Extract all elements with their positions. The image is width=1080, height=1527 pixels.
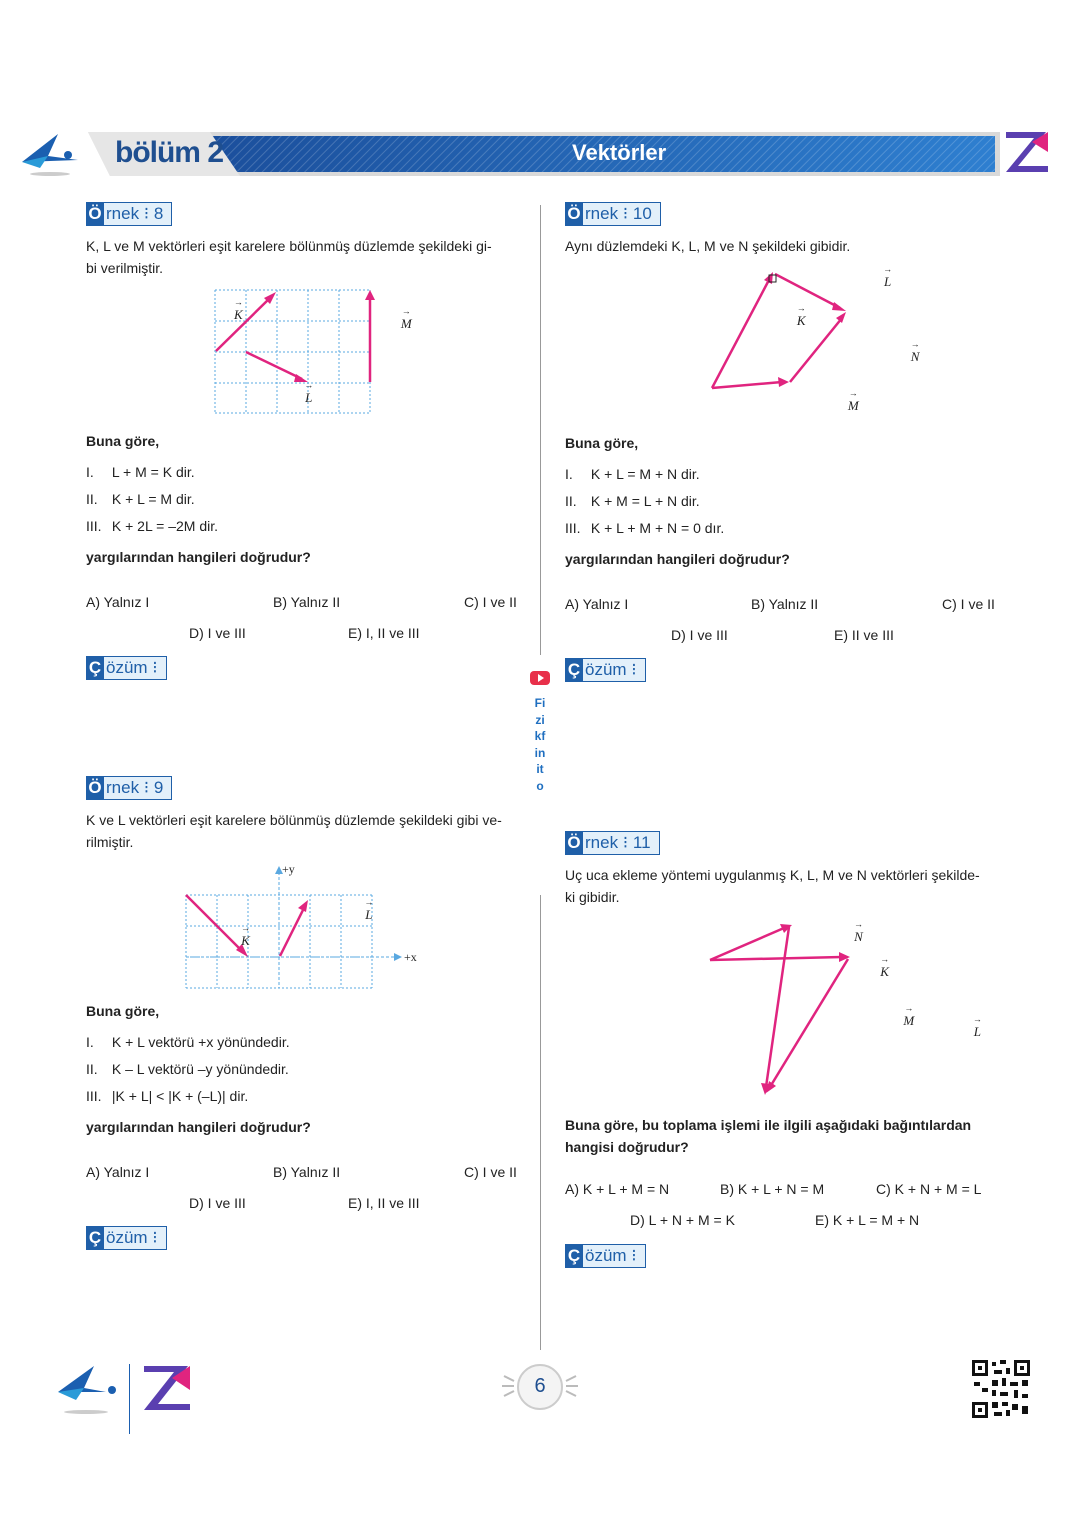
example-10-intro: Aynı düzlemdeki K, L, M ve N şekildeki gibidir. — [565, 238, 851, 254]
fig9-label-l: → L — [365, 907, 372, 923]
example-10-statement-2: II. K + M = L + N dir. — [565, 493, 700, 509]
logo-left-dot — [64, 151, 72, 159]
example-10-solution-badge[interactable]: Ç özüm ⁝ — [565, 658, 646, 682]
footer-z-logo-icon — [140, 1362, 196, 1419]
example-10-option-c[interactable]: C) I ve II — [942, 596, 995, 612]
example-8-statement-2: II. K + L = M dir. — [86, 491, 195, 507]
example-10-statement-1: I. K + L = M + N dir. — [565, 466, 700, 482]
fig10-label-m: → M — [848, 398, 859, 414]
z-logo-icon — [1002, 128, 1052, 181]
example-8-intro: K, L ve M vektörleri eşit karelere bölünmüş düzlemde şekildeki gi- bi verilmiştir. — [86, 238, 492, 276]
example-11-solution-badge[interactable]: Ç özüm ⁝ — [565, 1244, 646, 1268]
fig9-axis-y: +y — [282, 862, 295, 876]
fig8-label-m: → M — [401, 316, 412, 332]
example-8-lead: Buna göre, — [86, 433, 160, 449]
side-brand-text: Fizikfinito — [534, 696, 546, 793]
example-8-statement-1: I. L + M = K dir. — [86, 464, 195, 480]
example-10-option-d[interactable]: D) I ve III — [671, 627, 728, 643]
example-11-option-c[interactable]: C) K + N + M = L — [876, 1181, 982, 1197]
example-10-statement-3: III. K + L + M + N = 0 dır. — [565, 520, 725, 536]
example-9-lead: Buna göre, — [86, 1003, 160, 1019]
fig11-label-n: → N — [854, 929, 863, 945]
footer-divider — [129, 1364, 130, 1434]
example-9-option-b[interactable]: B) Yalnız II — [273, 1164, 341, 1180]
example-11-option-e[interactable]: E) K + L = M + N — [815, 1212, 920, 1228]
page-title: Vektörler — [572, 140, 667, 165]
fig11-label-m: → M — [903, 1013, 914, 1029]
example-9-option-a[interactable]: A) Yalnız I — [86, 1164, 150, 1180]
example-10-option-b[interactable]: B) Yalnız II — [751, 596, 819, 612]
example-8-question: yargılarından hangileri doğrudur? — [86, 549, 311, 565]
example-9-statement-1: I. K + L vektörü +x yönündedir. — [86, 1034, 290, 1050]
fig10-label-k: → K — [797, 313, 806, 329]
example-9-statement-3: III. |K + L| < |K + (–L)| dir. — [86, 1088, 249, 1104]
example-9-intro: K ve L vektörleri eşit karelere bölünmüş düzlemde şekildeki gibi ve- rilmiştir. — [86, 812, 502, 850]
youtube-icon[interactable] — [530, 671, 550, 685]
example-8-option-d[interactable]: D) I ve III — [189, 625, 246, 641]
fig11-label-k: → K — [880, 964, 889, 980]
fig11-label-l: → L — [974, 1024, 981, 1040]
example-9-option-c[interactable]: C) I ve II — [464, 1164, 517, 1180]
example-10-option-e[interactable]: E) II ve III — [834, 627, 894, 643]
chapter-label: bölüm 2 — [115, 136, 224, 169]
example-9-option-e[interactable]: E) I, II ve III — [348, 1195, 420, 1211]
example-8-statement-3: III. K + 2L = –2M dir. — [86, 518, 218, 534]
example-10-lead: Buna göre, — [565, 435, 639, 451]
example-9-figure — [184, 862, 424, 997]
example-8-option-a[interactable]: A) Yalnız I — [86, 594, 150, 610]
fig9-label-k: → K — [241, 933, 250, 949]
example-11-figure — [700, 915, 860, 1105]
fig8-label-l: → L — [305, 390, 312, 406]
page-number-rays-right — [560, 1370, 582, 1407]
example-11-option-b[interactable]: B) K + L + N = M — [720, 1181, 825, 1197]
example-9-option-d[interactable]: D) I ve III — [189, 1195, 246, 1211]
fig8-label-k: → K — [234, 307, 243, 323]
example-10-figure — [700, 266, 860, 406]
example-9-question: yargılarından hangileri doğrudur? — [86, 1119, 311, 1135]
example-10-option-a[interactable]: A) Yalnız I — [565, 596, 629, 612]
fig10-label-l: → L — [884, 274, 891, 290]
example-9-statement-2: II. K – L vektörü –y yönündedir. — [86, 1061, 289, 1077]
example-9-solution-badge[interactable]: Ç özüm ⁝ — [86, 1226, 167, 1250]
example-11-option-d[interactable]: D) L + N + M = K — [630, 1212, 735, 1228]
column-divider-top — [540, 205, 541, 655]
page-number: 6 — [534, 1375, 546, 1397]
example-10-badge: Ö rnek ⁝ 10 — [565, 202, 661, 226]
example-9-badge: Ö rnek ⁝ 9 — [86, 776, 172, 800]
example-8-solution-badge[interactable]: Ç özüm ⁝ — [86, 656, 167, 680]
fig10-label-n: → N — [911, 349, 920, 365]
example-11-question: Buna göre, bu toplama işlemi ile ilgili aşağıdaki bağıntılardan hangisi doğrudur? — [565, 1117, 972, 1155]
example-8-option-e[interactable]: E) I, II ve III — [348, 625, 420, 641]
example-8-option-b[interactable]: B) Yalnız II — [273, 594, 341, 610]
fig9-axis-x: +x — [404, 950, 417, 964]
example-11-badge: Ö rnek ⁝ 11 — [565, 831, 660, 855]
qr-code-icon[interactable] — [970, 1358, 1032, 1425]
example-8-option-c[interactable]: C) I ve II — [464, 594, 517, 610]
example-11-intro: Uç uca ekleme yöntemi uygulanmış K, L, M ve N vektörleri şekilde- ki gibidir. — [565, 867, 980, 905]
column-divider-bottom — [540, 895, 541, 1350]
example-10-question: yargılarından hangileri doğrudur? — [565, 551, 790, 567]
example-8-badge: Ö rnek ⁝ 8 — [86, 202, 172, 226]
footer-logo-icon — [56, 1362, 120, 1423]
example-11-option-a[interactable]: A) K + L + M = N — [565, 1181, 670, 1197]
